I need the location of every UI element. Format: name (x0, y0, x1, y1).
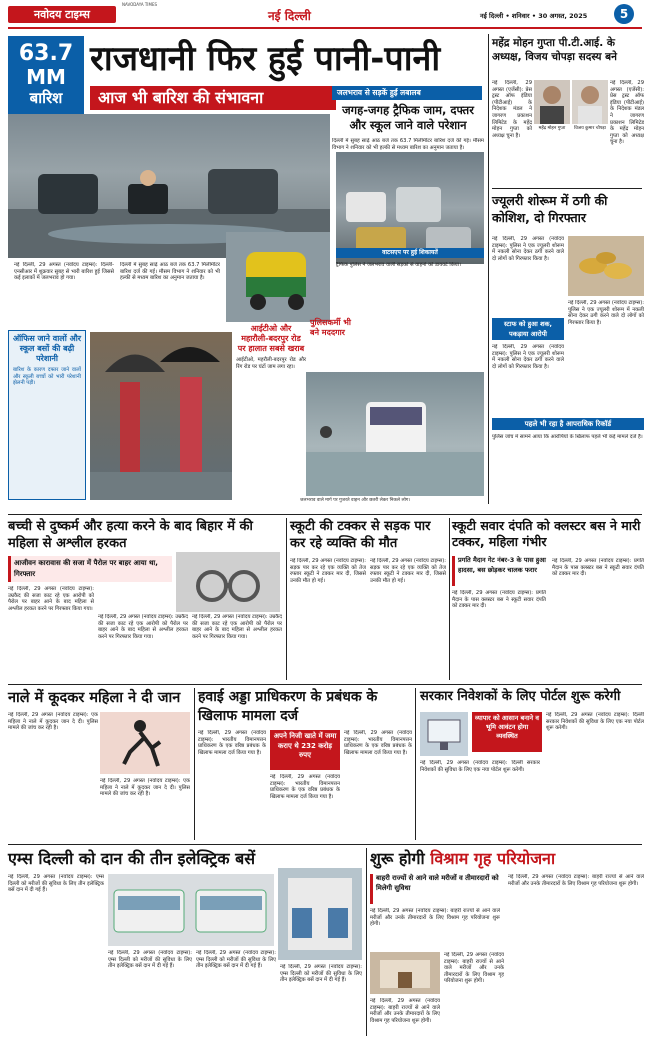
nala-body: नई दिल्ली, 29 अगस्त (नवोदय टाइम्स): एक महिला ने नाले में कूदकर जान दे दी। पुलिस मामले की जांच कर रही है। (8, 712, 98, 732)
portal-photo (420, 712, 468, 756)
lead-story-intro: दिल्ली में सुबह साढ़े आठ बजे तक 63.7 मिलीमीटर बारिश दर्ज की गई। मौसम विभाग ने शनिवार को भी हल्की से मध्यम बारिश का अनुमान जताया है। (332, 138, 484, 151)
cluster-bus-body: नई दिल्ली, 29 अगस्त (नवोदय टाइम्स): प्रगति मैदान के पास क्लस्टर बस ने स्कूटी सवार दंपति को टक्कर मार दी। (452, 590, 546, 610)
aiims-body: नई दिल्ली, 29 अगस्त (नवोदय टाइम्स): एम्स दिल्ली को मरीजों की सुविधा के लिए तीन इलेक्ट्रिक बसें दान में दी गई हैं। (8, 874, 104, 894)
scooty-body: नई दिल्ली, 29 अगस्त (नवोदय टाइम्स): सड़क पार कर रहे एक व्यक्ति को तेज रफ्तार स्कूटी ने टक्कर मार दी, जिससे उनकी मौत हो गई। (290, 558, 366, 584)
paper-tagline: NAVODAYA TIMES (122, 2, 158, 7)
aiims-body-4: नई दिल्ली, 29 अगस्त (नवोदय टाइम्स): एम्स दिल्ली को मरीजों की सुविधा के लिए तीन इलेक्ट्रिक बसें दान में दी गई हैं। (280, 964, 362, 984)
lead-story-head: जगह-जगह ट्रैफिक जाम, दफ्तर और स्कूल जाने वाले परेशान (342, 103, 474, 132)
mahendra-gupta-caption: महेंद्र मोहन गुप्ता (538, 126, 566, 131)
portal-box (472, 712, 542, 752)
side-tag (336, 248, 484, 258)
paper-name-box (8, 6, 116, 23)
rain-stat-box (8, 36, 84, 114)
staff-box (492, 318, 564, 340)
waterlogging-illustration (306, 372, 484, 496)
cluster-bus-body-2: नई दिल्ली, 29 अगस्त (नवोदय टाइम्स): प्रगति मैदान के पास क्लस्टर बस ने स्कूटी सवार दंपति को टक्कर मार दी। (552, 558, 644, 578)
vijay-chopra-photo (572, 80, 608, 124)
aiims-bus-interior-photo (278, 868, 362, 960)
bihar-body: नई दिल्ली, 29 अगस्त (नवोदय टाइम्स): उम्रकैद की सजा काट रहे एक आरोपी को पैरोल पर बाहर आने के बाद महिला से अश्लील हरकत करने पर गिरफ्तार किया गया। (8, 586, 94, 612)
row3-divider-2 (415, 688, 416, 840)
row2-divider-1 (286, 518, 287, 680)
scooty-headline: स्कूटी की टक्कर से सड़क पार कर रहे व्यक्ति की मौत (290, 519, 431, 551)
jewelry-photo (568, 236, 644, 296)
pragati-box (452, 556, 550, 586)
vishram-body-3: नई दिल्ली, 29 अगस्त (नवोदय टाइम्स): बाहरी राज्यों से आने वाले मरीजों और उनके तीमारदारों के लिए विश्राम गृह परियोजना शुरू होगी। (370, 998, 440, 1024)
paper-name: नवोदय टाइम्स (34, 8, 90, 21)
jewelry-body-3: नई दिल्ली, 29 अगस्त (नवोदय टाइम्स): पुलिस ने एक ज्यूलरी शोरूम में नकली सोना देकर ठगी करने वाले दो लोगों को गिरफ्तार किया है। (492, 344, 564, 370)
scooty-body-2: नई दिल्ली, 29 अगस्त (नवोदय टाइम्स): सड़क पार कर रहे एक व्यक्ति को तेज रफ्तार स्कूटी ने टक्कर मार दी, जिससे उनकी मौत हो गई। (370, 558, 446, 584)
masthead (0, 0, 650, 30)
airport-body-2: नई दिल्ली, 29 अगस्त (नवोदय टाइम्स): भारतीय विमानपत्तन प्राधिकरण के एक वरिष्ठ प्रबंधक के खिलाफ मामला दर्ज किया गया है। (270, 774, 340, 800)
vishram-box-text: बाहरी राज्यों से आने वाले मरीजों व तीमारदारों को मिलेगी सुविधा (376, 874, 499, 892)
jewelry-headline: ज्यूलरी शोरूम में ठगी की कोशिश, दो गिरफ्तार (492, 193, 608, 225)
portal-body: नई दिल्ली, 29 अगस्त (नवोदय टाइम्स): दिल्ली सरकार निवेशकों की सुविधा के लिए एक नया पोर्टल शुरू करेगी। (420, 760, 540, 773)
vishram-headline-b: विश्राम गृह परियोजना (430, 849, 556, 868)
page-number (614, 4, 634, 24)
vishram-illustration (370, 952, 440, 994)
row3-divider-1 (194, 688, 195, 840)
police-box (310, 318, 360, 366)
lead-subhead-text: आज भी बारिश की संभावना (98, 88, 264, 107)
falling-silhouette-photo (100, 712, 190, 774)
vishram-headline-a: शुरू होगी (370, 849, 425, 868)
aiims-body-3: नई दिल्ली, 29 अगस्त (नवोदय टाइम्स): एम्स दिल्ली को मरीजों की सुविधा के लिए तीन इलेक्ट्रिक बसें दान में दी गई हैं। (196, 950, 276, 970)
portal-box-text: व्यापार को आसान बनाने व भूमि आवंटन होगा व्यवस्थित (475, 714, 539, 740)
lead-photo-caption: जलभराव वाले मार्ग पर गुजरते वाहन और छतरी लेकर निकले लोग। (300, 498, 411, 503)
waterlogging-photo (306, 372, 484, 496)
aiims-bus-photo (108, 874, 274, 946)
police-box-title: पुलिसकर्मी भी बने मददगार (310, 318, 351, 337)
bihar-body-2: नई दिल्ली, 29 अगस्त (नवोदय टाइम्स): उम्रकैद की सजा काट रहे एक आरोपी को पैरोल पर बाहर आने के बाद महिला से अश्लील हरकत करने पर गिरफ्तार किया गया। (98, 614, 188, 640)
pti-body: नई दिल्ली, 29 अगस्त (एजेंसी): प्रेस ट्रस्ट ऑफ इंडिया (पीटीआई) के निदेशक मंडल ने जागरण प्रकाशन लिमिटेड के महेंद्र मोहन गुप्ता को अध्यक्ष चुना है। (492, 80, 532, 139)
mahendra-gupta-portrait (534, 80, 570, 124)
bus-interior-illustration (278, 868, 362, 960)
office-box (8, 330, 86, 500)
staff-box-text: स्टाफ को हुआ शक, पकड़ाया आरोपी (504, 320, 552, 338)
pragati-box-text: प्रगति मैदान गेट नंबर-3 के पास हुआ हादसा, बस छोड़कर चालक फरार (458, 556, 546, 574)
row2-top-rule (8, 514, 642, 515)
vishram-headline (370, 848, 644, 870)
vishram-body: नई दिल्ली, 29 अगस्त (नवोदय टाइम्स): बाहरी राज्यों से आने वाले मरीजों और उनके तीमारदारों के लिए विश्राम गृह परियोजना शुरू होगी। (370, 908, 500, 928)
row2-divider-2 (449, 518, 450, 680)
section-name: नई दिल्ली (268, 9, 311, 23)
vishram-body-2: नई दिल्ली, 29 अगस्त (नवोदय टाइम्स): बाहरी राज्यों से आने वाले मरीजों और उनके तीमारदारों के लिए विश्राम गृह परियोजना शुरू होगी। (444, 952, 504, 985)
lead-col2: दिल्ली में सुबह साढ़े आठ बजे तक 63.7 मिलीमीटर बारिश दर्ज की गई। मौसम विभाग ने शनिवार को भी हल्की से मध्यम बारिश का अनुमान जताया है। (120, 262, 220, 282)
parole-box-text: आजीवन कारावास की सजा में पैरोल पर बाहर आया था, गिरफ्तार (14, 559, 158, 578)
lead-tag (332, 86, 482, 100)
page-number-text: 5 (619, 7, 629, 21)
office-box-title: ऑफिस जाने वालों और स्कूल बसों की बढ़ी परेशानी (12, 334, 82, 363)
masthead-rule (8, 27, 642, 29)
record-body: पुलिस जांच में सामने आया कि आरोपियों के खिलाफ पहले भी कई मामले दर्ज हैं। (492, 434, 643, 440)
record-box-text: पहले भी रहा है आपराधिक रिकॉर्ड (524, 420, 612, 428)
vijay-chopra-caption: विजय कुमार चोपड़ा (574, 126, 606, 131)
mahendra-gupta-photo (534, 80, 570, 124)
handcuff-illustration (176, 552, 280, 612)
aiims-body-2: नई दिल्ली, 29 अगस्त (नवोदय टाइम्स): एम्स दिल्ली को मरीजों की सुविधा के लिए तीन इलेक्ट्रिक बसें दान में दी गई हैं। (108, 950, 192, 970)
vishram-photo (370, 952, 440, 994)
vishram-body-4: नई दिल्ली, 29 अगस्त (नवोदय टाइम्स): बाहरी राज्यों से आने वाले मरीजों और उनके तीमारदारों के लिए विश्राम गृह परियोजना शुरू होगी। (508, 874, 644, 887)
portal-illustration (420, 712, 468, 756)
jewelry-body-2: नई दिल्ली, 29 अगस्त (नवोदय टाइम्स): पुलिस ने एक ज्यूलरी शोरूम में नकली सोना देकर ठगी करने वाले दो लोगों को गिरफ्तार किया है। (568, 300, 644, 326)
vijay-chopra-portrait (572, 80, 608, 124)
pti-headline: महेंद्र मोहन गुप्ता पी.टी.आई. के अध्यक्ष, विजय चोपड़ा सदस्य बने (492, 37, 617, 63)
rain-unit: MM (26, 65, 66, 89)
nala-headline: नाले में कूदकर महिला ने दी जान (8, 690, 181, 706)
auto-rickshaw-illustration (226, 232, 330, 322)
right-col-divider (488, 34, 489, 504)
record-box (492, 418, 644, 430)
lead-subhead (90, 86, 336, 110)
jewelry-illustration (568, 236, 644, 296)
ito-box-body: आईटीओ, महरौली-बदरपुर रोड और रिंग रोड पर घंटों जाम लगा रहा। (236, 357, 306, 370)
bihar-body-3: नई दिल्ली, 29 अगस्त (नवोदय टाइम्स): उम्रकैद की सजा काट रहे एक आरोपी को पैरोल पर बाहर आने के बाद महिला से अश्लील हरकत करने पर गिरफ्तार किया गया। (192, 614, 282, 640)
portal-headline: सरकार निवेशकों के लिए पोर्टल शुरू करेगी (420, 689, 621, 704)
pti-body-2: नई दिल्ली, 29 अगस्त (एजेंसी): प्रेस ट्रस्ट ऑफ इंडिया (पीटीआई) के निदेशक मंडल ने जागरण प्रकाशन लिमिटेड के महेंद्र मोहन गुप्ता को अध्यक्ष चुना है। (610, 80, 644, 146)
portal-body-2: नई दिल्ली, 29 अगस्त (नवोदय टाइम्स): दिल्ली सरकार निवेशकों की सुविधा के लिए एक नया पोर्टल शुरू करेगी। (546, 712, 644, 732)
traffic-caption: ट्रैफिक पुलिस ने जलभराव वाली सड़कों से वाहनों को डायवर्ट किया। (336, 262, 461, 268)
lead-tag-text: जलभराव से सड़कें हुईं लबालब (337, 88, 421, 97)
parole-box (8, 556, 172, 582)
airport-body-3: नई दिल्ली, 29 अगस्त (नवोदय टाइम्स): भारतीय विमानपत्तन प्राधिकरण के एक वरिष्ठ प्रबंधक के खिलाफ मामला दर्ज किया गया है। (344, 730, 412, 756)
office-box-body: बारिश के कारण दफ्तर जाने वालों और स्कूली बच्चों को भारी परेशानी झेलनी पड़ी। (13, 367, 81, 387)
right-col-rule (492, 188, 642, 189)
vishram-box (370, 874, 500, 904)
row4-divider (366, 848, 367, 1036)
row4-top-rule (8, 844, 642, 845)
airport-headline: हवाई अड्डा प्राधिकरण के प्रबंधक के खिलाफ मामला दर्ज (198, 689, 378, 724)
rain-value: 63.7 (18, 41, 74, 66)
lead-headline: राजधानी फिर हुई पानी-पानी (90, 39, 441, 79)
side-tag-text: वाटसएप पर हुई शिकायतें (382, 249, 438, 256)
electric-bus-illustration (108, 874, 274, 946)
bihar-headline: बच्ची से दुष्कर्म और हत्या करने के बाद बिहार में की महिला से अश्लील हरकत (8, 519, 253, 551)
nala-body-2: नई दिल्ली, 29 अगस्त (नवोदय टाइम्स): एक महिला ने नाले में कूदकर जान दे दी। पुलिस मामले की जांच कर रही है। (100, 778, 190, 798)
umbrella-people-illustration (90, 332, 232, 500)
auto-rickshaw-photo (226, 232, 330, 322)
airport-body: नई दिल्ली, 29 अगस्त (नवोदय टाइम्स): भारतीय विमानपत्तन प्राधिकरण के एक वरिष्ठ प्रबंधक के खिलाफ मामला दर्ज किया गया है। (198, 730, 266, 756)
handcuff-photo (176, 552, 280, 612)
date-line: नई दिल्ली • शनिवार • 30 अगस्त, 2025 (480, 12, 588, 20)
airport-box (270, 730, 340, 770)
row3-top-rule (8, 684, 642, 685)
umbrella-people-photo (90, 332, 232, 500)
lead-col1: नई दिल्ली, 29 अगस्त (नवोदय टाइम्स): दिल्ली-एनसीआर में शुक्रवार सुबह से भारी बारिश हुई जिससे कई इलाकों में जलभराव हो गया। (14, 262, 114, 282)
ito-box-title: आईटीओ और महारौली-बदरपुर रोड पर हालात सबसे खराब (237, 324, 305, 353)
aiims-headline: एम्स दिल्ली को दान की तीन इलेक्ट्रिक बसें (8, 849, 256, 868)
airport-box-text: अपने निजी खाते में जमा कराए थे 232 करोड़ रुपए (273, 732, 337, 759)
falling-figure-illustration (100, 712, 190, 774)
cluster-bus-headline: स्कूटी सवार दंपति को क्लस्टर बस ने मारी टक्कर, महिला गंभीर (452, 518, 641, 549)
rain-label: बारिश (29, 89, 63, 107)
jewelry-body: नई दिल्ली, 29 अगस्त (नवोदय टाइम्स): पुलिस ने एक ज्यूलरी शोरूम में नकली सोना देकर ठगी करने वाले दो लोगों को गिरफ्तार किया है। (492, 236, 564, 262)
ito-box (236, 324, 306, 490)
